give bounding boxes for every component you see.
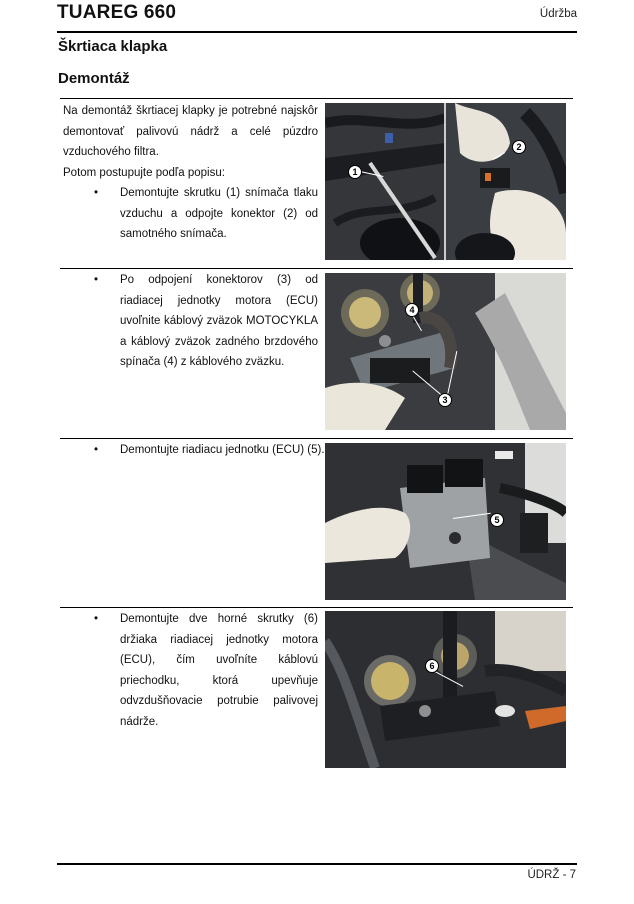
- callout-6: 6: [425, 659, 439, 673]
- section-label: Údržba: [539, 8, 577, 20]
- engine-photo-illustration: [325, 611, 566, 768]
- step-text: Demontujte riadiacu jednotku (ECU) (5).: [120, 444, 325, 456]
- intro-paragraph: Na demontáž škrtiacej klapky je potrebné najskôr demontovať palivovú nádrž a celé púzdro vzduchového filtra.: [63, 105, 318, 158]
- engine-photo-illustration: [325, 443, 566, 600]
- bullet-icon: •: [94, 613, 99, 625]
- step-photo-ecu-removal: [325, 443, 566, 600]
- step-text: Po odpojení konektorov (3) od riadiacej jednotky motora (ECU) uvoľnite káblový zväzok MOTOCYKLA a káblový zväzok zadného brzdového spínača (4) z káblového zväzku.: [120, 274, 318, 368]
- header-rule: [57, 31, 577, 33]
- bullet-icon: •: [94, 444, 99, 456]
- page-heading: Škrtiaca klapka: [58, 38, 168, 55]
- step-divider: [60, 268, 573, 269]
- callout-5: 5: [490, 513, 504, 527]
- step-divider: [60, 438, 573, 439]
- step-divider: [60, 607, 573, 608]
- step-text: Demontujte dve horné skrutky (6) držiaka riadiacej jednotky motora (ECU), čím uvoľníte káblovú priechodku, ktorá upevňuje odvzdušňovacie potrubie palivovej nádrže.: [120, 613, 318, 728]
- callout-2: 2: [512, 140, 526, 154]
- callout-3: 3: [438, 393, 452, 407]
- step-photo-sensor: [325, 103, 566, 260]
- page-subheading: Demontáž: [58, 70, 130, 87]
- step-photo-ecu-connectors: [325, 273, 566, 430]
- footer-rule: [57, 863, 577, 865]
- page-number-label: ÚDRŽ - 7: [527, 869, 576, 881]
- step-photo-ecu-bracket: [325, 611, 566, 768]
- document-brand-title: TUAREG 660: [57, 2, 177, 23]
- step-divider: [60, 98, 573, 99]
- callout-4: 4: [405, 303, 419, 317]
- intro-instruction: Potom postupujte podľa popisu:: [63, 167, 225, 179]
- bullet-icon: •: [94, 187, 99, 199]
- bullet-icon: •: [94, 274, 99, 286]
- callout-1: 1: [348, 165, 362, 179]
- step-text: Demontujte skrutku (1) snímača tlaku vzduchu a odpojte konektor (2) od samotného snímača.: [120, 187, 318, 240]
- engine-photo-illustration: [325, 103, 566, 260]
